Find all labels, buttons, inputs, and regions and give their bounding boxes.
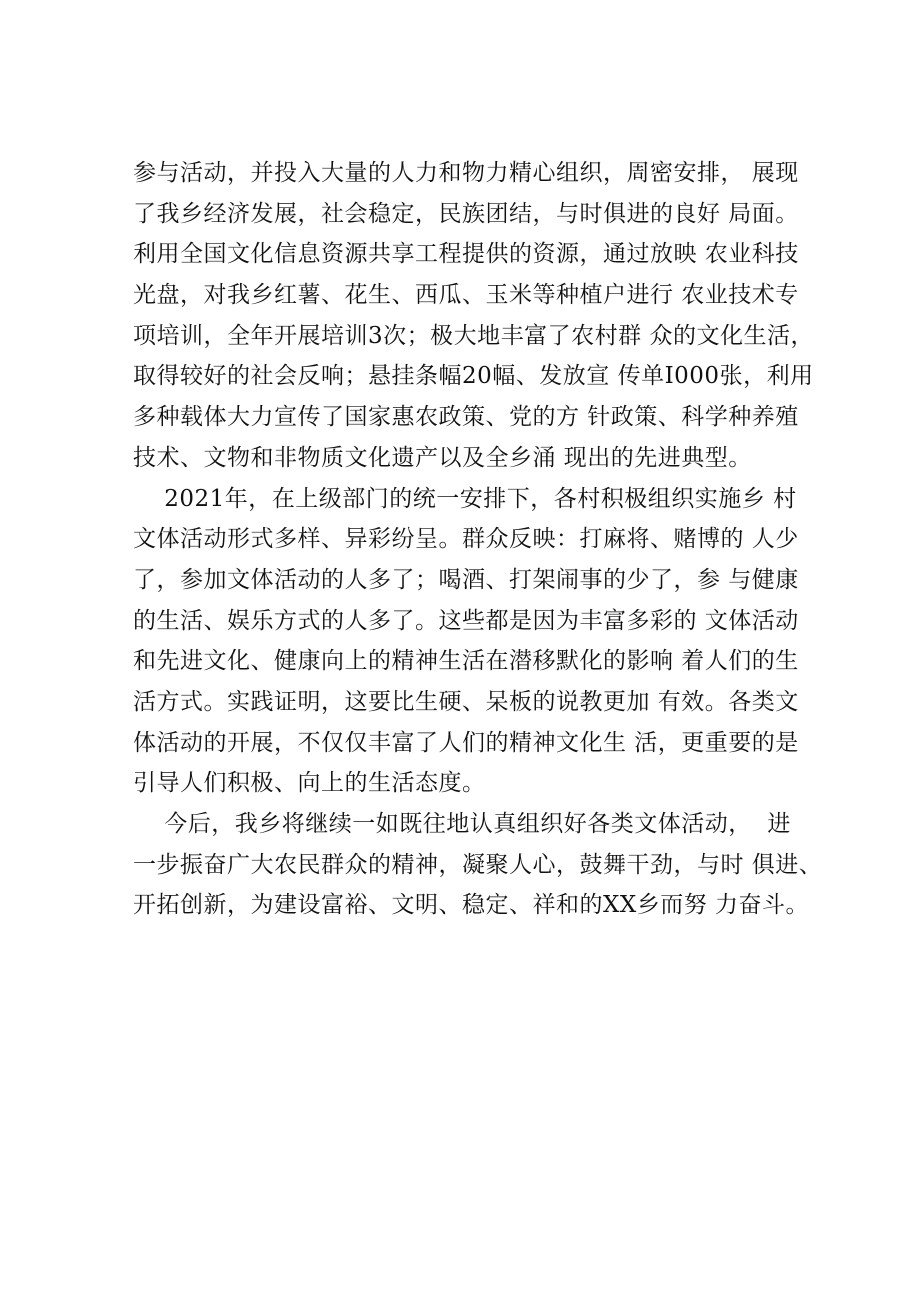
text-line: 技术、文物和非物质文化遗产以及全乡涌 现出的先进典型。 [133,444,752,471]
text-line: 光盘，对我乡红薯、花生、西瓜、玉米等种植户进行 农业技术专 [133,282,799,309]
text-line: 今后，我乡将继续一如既往地认真组织好各类文体活动， 进 [133,811,791,837]
text-line: 一步振奋广大农民群众的精神，凝聚人心，鼓舞干劲，与时 俱进、 [133,851,823,878]
text-line: 体活动的开展，不仅仅丰富了人们的精神文化生 活，更重要的是 [133,729,799,756]
text-line: 利用全国文化信息资源共享工程提供的资源，通过放映 农业科技 [133,241,799,268]
text-line: 文体活动形式多样、异彩纷呈。群众反映：打麻将、赌博的 人少 [133,526,799,553]
text-line: 取得较好的社会反响；悬挂条幅20幅、发放宣 传单I000张，利用 [133,363,814,390]
text-line: 参与活动，并投入大量的人力和物力精心组织，周密安排， 展现 [133,160,799,186]
text-line: 活方式。实践证明，这要比生硬、呆板的说教更加 有效。各类文 [133,688,799,715]
text-line: 了，参加文体活动的人多了；喝酒、打架闹事的少了，参 与健康 [133,566,799,593]
text-line: 项培训，全年开展培训3次；极大地丰富了农村群 众的文化生活， [133,322,814,349]
text-line: 和先进文化、健康向上的精神生活在潜移默化的影响 着人们的生 [133,648,799,675]
text-line: 了我乡经济发展，社会稳定，民族团结，与时俱进的良好 局面。 [133,200,799,227]
text-line: 引导人们积极、向上的生活态度。 [133,770,486,797]
document-body [133,153,823,926]
text-line: 的生活、娱乐方式的人多了。这些都是因为丰富多彩的 文体活动 [133,607,799,634]
text-line: 开拓创新，为建设富裕、文明、稳定、祥和的XX乡而努 力奋斗。 [133,892,810,919]
text-line: 2021年，在上级部门的统一安排下，各村积极组织实施乡 村 [133,485,797,512]
text-line: 多种载体大力宣传了国家惠农政策、党的方 针政策、科学种养殖 [133,404,799,431]
